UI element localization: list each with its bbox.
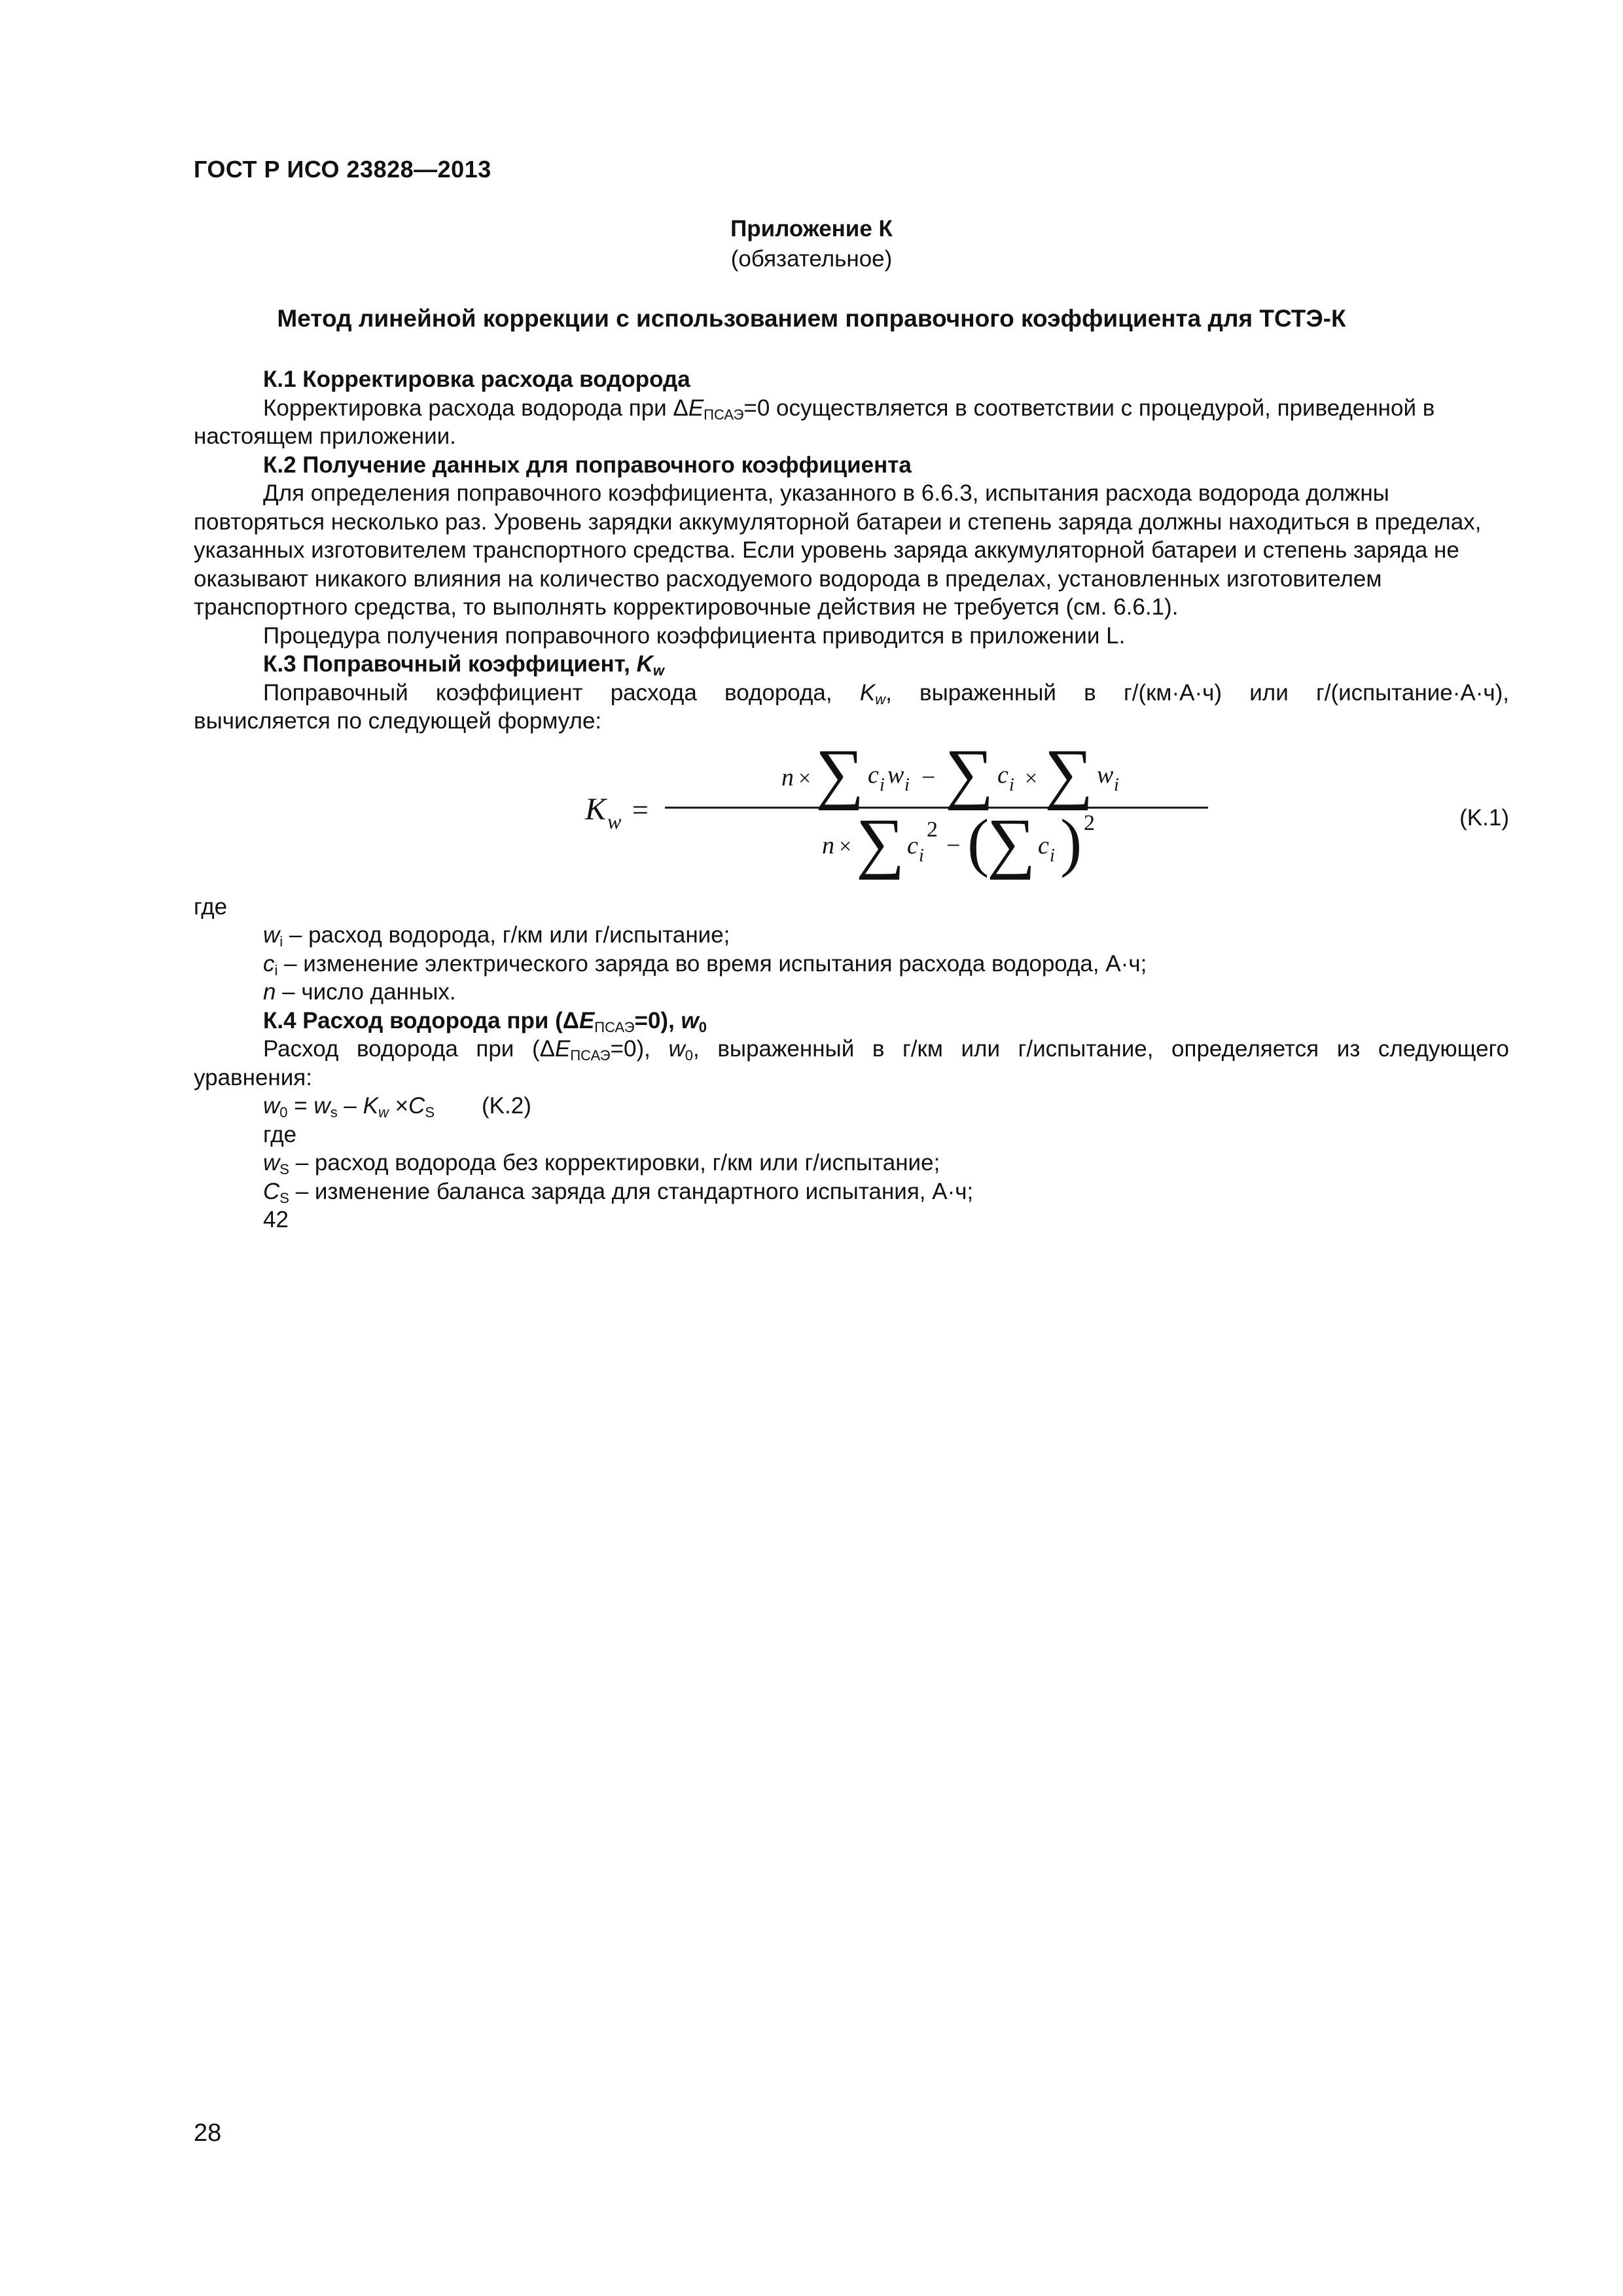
formula-den-n: n bbox=[822, 831, 834, 859]
section-k3-intro-line1 bbox=[194, 679, 1509, 708]
formula-num-n: n bbox=[781, 763, 794, 791]
formula-num-w-1: w bbox=[887, 761, 904, 789]
page-number: 28 bbox=[194, 2119, 222, 2147]
formula-den-lparen: ( bbox=[967, 805, 990, 878]
inner-page-number: 42 bbox=[263, 1207, 289, 1232]
k4-def-ws-var: w bbox=[263, 1150, 280, 1175]
section-k4-line2: уравнения: bbox=[194, 1064, 312, 1090]
formula-den-c-2-sub: i bbox=[1050, 845, 1055, 866]
formula-num-minus: − bbox=[921, 763, 936, 791]
formula-num-times-2: × bbox=[1025, 766, 1038, 791]
k2-k-sub bbox=[378, 1104, 389, 1121]
formula-k1-label: (K.1) bbox=[1459, 804, 1509, 831]
k3-heading-sub-w-text: w bbox=[652, 662, 665, 679]
k1-sub-psae: ПСАЭ bbox=[704, 406, 744, 423]
k2-ws: w bbox=[313, 1093, 330, 1119]
formula-den-rparen: ) bbox=[1060, 805, 1082, 878]
formula-den-times: × bbox=[839, 834, 852, 859]
k3-def-c-var: c bbox=[263, 950, 275, 977]
k1-text-before: Корректировка расхода водорода при Δ bbox=[263, 395, 688, 421]
k2-k: K bbox=[363, 1093, 378, 1119]
formula-k1-graphic bbox=[573, 738, 1215, 893]
formula-num-c-2: c bbox=[997, 761, 1008, 789]
formula-num-c-1: c bbox=[868, 761, 879, 789]
k4-where: где bbox=[263, 1121, 297, 1147]
formula-num-w-1-sub: i bbox=[904, 774, 910, 795]
k4-p-w: w bbox=[668, 1036, 685, 1062]
k4-p-sub: ПСАЭ bbox=[570, 1047, 611, 1064]
formula-num-times-1: × bbox=[798, 766, 812, 791]
k4-heading-after: =0), bbox=[634, 1007, 681, 1033]
main-title: Метод линейной коррекции с использованием поправочного коэффициента для ТСТЭ-К bbox=[277, 305, 1346, 332]
formula-den-minus: − bbox=[946, 831, 961, 859]
k3-where: где bbox=[194, 893, 228, 920]
section-k4-heading bbox=[194, 1007, 1509, 1035]
formula-lhs-k: K bbox=[585, 791, 607, 827]
k2-minus: – bbox=[337, 1093, 363, 1119]
section-k2-paragraph-2: Процедура получения поправочного коэффициента приводится в приложении L. bbox=[263, 622, 1126, 649]
k2-equals: = bbox=[287, 1093, 314, 1119]
annex-title: Приложение К bbox=[730, 216, 893, 242]
k3-def-w-text: – расход водорода, г/км или г/испытание; bbox=[283, 922, 730, 948]
k3-def-w-var: w bbox=[263, 922, 280, 948]
formula-num-c-2-sub: i bbox=[1009, 774, 1014, 795]
k3-def-c-sub: i bbox=[274, 961, 278, 978]
k4-heading-w: w bbox=[681, 1007, 699, 1033]
formula-lhs-sub-w: w bbox=[607, 809, 622, 833]
k1-text-after: =0 осуществляется в соответствии с процедурой, приведенной в настоящем приложении. bbox=[194, 395, 1435, 449]
section-k3-heading bbox=[194, 650, 1509, 679]
k3-def-n-var: n bbox=[263, 979, 276, 1005]
k4-def-cs-text: – изменение баланса заряда для стандартного испытания, А·ч; bbox=[289, 1178, 974, 1204]
formula-num-c-1-sub: i bbox=[880, 774, 885, 795]
formula-num-w-2-sub: i bbox=[1114, 774, 1119, 795]
k3-def-w bbox=[194, 921, 1509, 950]
formula-k2 bbox=[194, 1092, 1509, 1121]
formula-num-sum-3: ∑ bbox=[1044, 738, 1094, 811]
k4-p-w-sub: 0 bbox=[685, 1047, 694, 1064]
k3-def-c-text: – изменение электрического заряда во время испытания расхода водорода, А·ч; bbox=[277, 950, 1147, 977]
section-k4-line1 bbox=[194, 1035, 1509, 1064]
formula-num-w-2: w bbox=[1097, 761, 1114, 789]
k3-def-n bbox=[194, 978, 1509, 1007]
formula-den-sq-2: 2 bbox=[1084, 810, 1095, 835]
k2-ws-sub: s bbox=[330, 1104, 338, 1121]
k3-intro-before: Поправочный коэффициент расхода водорода, bbox=[263, 679, 860, 706]
k4-heading-w-sub: 0 bbox=[698, 1018, 707, 1035]
k4-heading-before: К.4 Расход водорода при (Δ bbox=[263, 1007, 579, 1033]
formula-k1 bbox=[194, 738, 1509, 893]
k4-def-ws-sub: S bbox=[279, 1161, 289, 1177]
k2-w0: w bbox=[263, 1093, 280, 1119]
formula-num-sum-2: ∑ bbox=[945, 738, 994, 811]
annex-status: (обязательное) bbox=[730, 246, 893, 272]
formula-equals: = bbox=[632, 793, 649, 826]
k3-def-n-text: – число данных. bbox=[276, 979, 456, 1005]
k3-heading-var-k: K bbox=[636, 651, 653, 677]
standard-id: ГОСТ Р ИСО 23828—2013 bbox=[194, 156, 491, 183]
section-k2-heading: К.2 Получение данных для поправочного коэффициента bbox=[263, 452, 912, 478]
k2-k-sub-text: w bbox=[378, 1104, 389, 1121]
formula-den-sum-1: ∑ bbox=[856, 804, 905, 880]
k1-var-e: E bbox=[688, 395, 704, 421]
formula-num-sum-1: ∑ bbox=[815, 738, 865, 811]
k3-heading-sub-w bbox=[653, 662, 664, 679]
k4-def-ws-text: – расход водорода без корректировки, г/км или г/испытание; bbox=[289, 1150, 940, 1175]
k3-intro-sub-w-text: w bbox=[875, 691, 886, 708]
k2-times: × bbox=[388, 1093, 409, 1119]
k3-intro-after: , выраженный в г/(км·А·ч) или г/(испытание·А·ч), bbox=[885, 679, 1509, 706]
k3-def-w-sub: i bbox=[279, 933, 283, 950]
k3-def-c bbox=[194, 950, 1509, 978]
k4-def-ws bbox=[194, 1149, 1509, 1177]
section-k3-intro-line2: вычисляется по следующей формуле: bbox=[194, 708, 602, 734]
formula-den-c-1-sub: i bbox=[919, 845, 924, 866]
k4-heading-var-e: E bbox=[579, 1007, 595, 1033]
k4-p-a: Расход водорода при (Δ bbox=[263, 1036, 555, 1062]
k4-heading-sub: ПСАЭ bbox=[594, 1018, 635, 1035]
formula-k2-label: (K.2) bbox=[482, 1093, 531, 1119]
formula-den-c-2: c bbox=[1038, 831, 1049, 859]
k4-def-cs bbox=[194, 1177, 1509, 1206]
section-k1-paragraph bbox=[194, 394, 1509, 451]
k3-heading-text: К.3 Поправочный коэффициент, bbox=[263, 651, 637, 677]
k4-def-cs-var: C bbox=[263, 1178, 280, 1204]
document-body bbox=[194, 365, 1509, 1234]
k2-w0-sub: 0 bbox=[279, 1104, 288, 1121]
k3-intro-var-k: K bbox=[859, 679, 876, 706]
formula-den-c-1: c bbox=[907, 831, 918, 859]
section-k2-paragraph-1: Для определения поправочного коэффициента, указанного в 6.6.3, испытания расхода водорода должны повторяться несколько раз. Уровень зарядки аккумуляторной батареи и степень заряда должны находиться в пределах, указанных изготовителем транспортного средства. Если уровень заряда аккумуляторной батареи и степень заряда не оказывают никакого влияния на количество расходуемого водорода в пределах, установленных изготовителем транспортного средства, то выполнять корректировочные действия не требуется (см. 6.6.1). bbox=[194, 480, 1482, 620]
section-k1-heading: К.1 Корректировка расхода водорода bbox=[263, 367, 690, 392]
k3-intro-sub-w bbox=[875, 691, 885, 708]
k4-p-var-e: E bbox=[555, 1036, 571, 1062]
k2-c-sub: S bbox=[425, 1104, 435, 1121]
k2-c: C bbox=[408, 1093, 425, 1119]
k4-def-cs-sub: S bbox=[279, 1189, 289, 1206]
formula-den-sum-2: ∑ bbox=[987, 804, 1036, 880]
k4-p-b: =0), bbox=[610, 1036, 669, 1062]
formula-den-sq-1: 2 bbox=[927, 817, 938, 842]
k4-p-c: , выраженный в г/км или г/испытание, определяется из следующего bbox=[693, 1036, 1510, 1062]
